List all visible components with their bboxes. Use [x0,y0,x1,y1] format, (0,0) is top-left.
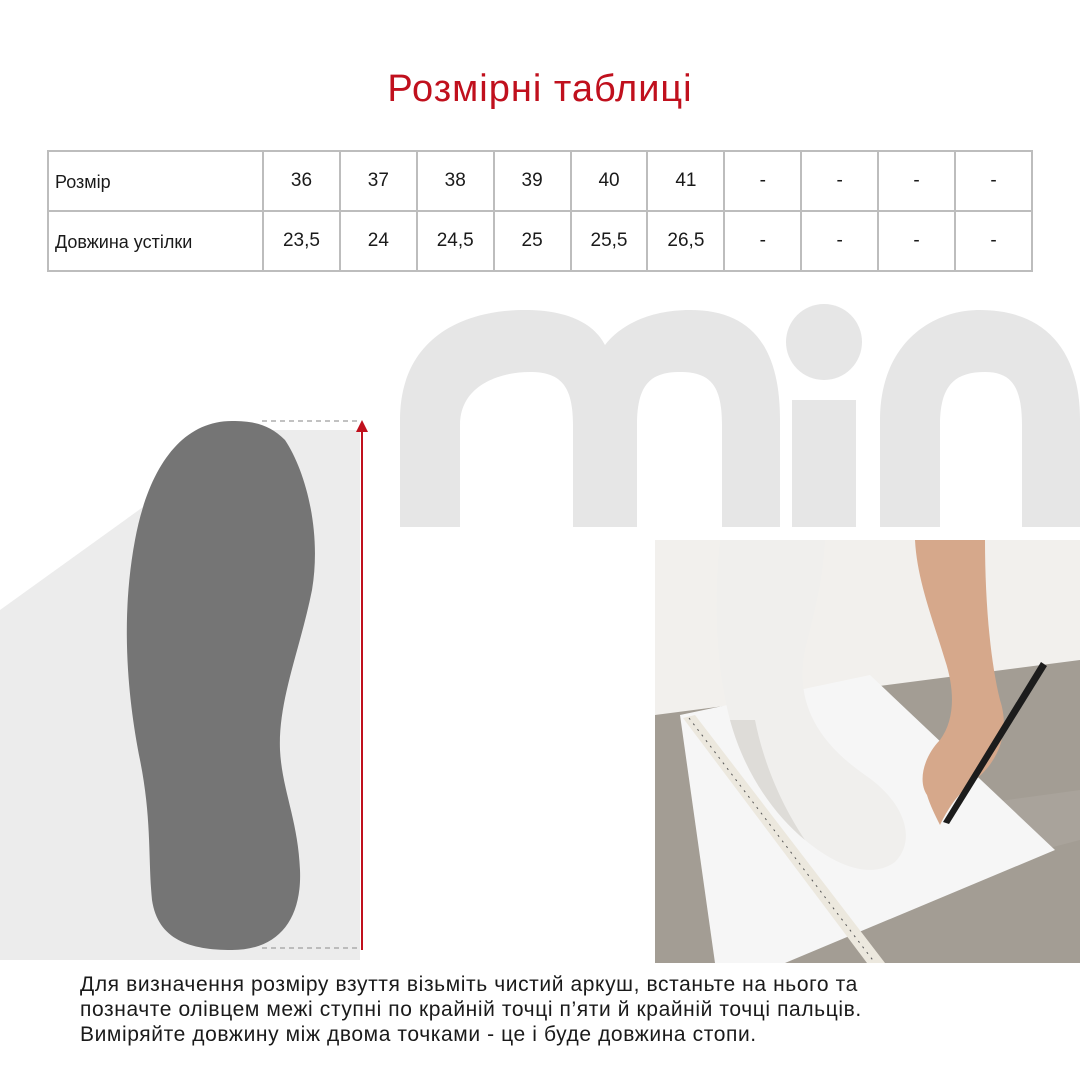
watermark-letter-m [400,310,780,527]
instructions-line: Для визначення розміру взуття візьміть чистий аркуш, встаньте на нього та [80,973,858,996]
table-row-size [48,151,1032,211]
length-arrow-head [356,420,368,432]
row-label-insole-length: Довжина устілки [48,211,263,271]
table-cell: - [724,211,801,271]
table-cell: 36 [263,151,340,211]
table-cell: 41 [647,151,724,211]
table-cell: - [801,151,878,211]
table-cell: 40 [571,151,648,211]
table-cell: 26,5 [647,211,724,271]
instructions-line: Виміряйте довжину між двома точками - це і буде довжина стопи. [80,1023,757,1046]
table-cell: 25,5 [571,211,648,271]
watermark-letter-i-dot [786,304,862,380]
table-cell: - [801,211,878,271]
table-cell: - [955,211,1032,271]
insole-silhouette [127,421,315,950]
table-cell: - [724,151,801,211]
table-cell: - [878,151,955,211]
size-table [47,150,1033,272]
table-cell: 25 [494,211,571,271]
table-cell: 38 [417,151,494,211]
foot-measuring-photo [655,540,1080,963]
watermark-letter-i-stem [792,400,856,527]
row-label-size: Розмір [48,151,263,211]
table-cell: - [878,211,955,271]
instructions-text [80,972,1060,1047]
table-row-insole-length [48,211,1032,271]
foot-measuring-illustration [655,540,1080,963]
instructions-line: позначте олівцем межі ступні по крайній точці п’яти й крайній точці пальців. [80,998,862,1021]
table-cell: - [955,151,1032,211]
page-title: Розмірні таблиці [387,68,693,110]
table-cell: 24 [340,211,417,271]
watermark-letter-n [880,310,1080,527]
table-cell: 24,5 [417,211,494,271]
table-cell: 37 [340,151,417,211]
table-cell: 39 [494,151,571,211]
table-cell: 23,5 [263,211,340,271]
